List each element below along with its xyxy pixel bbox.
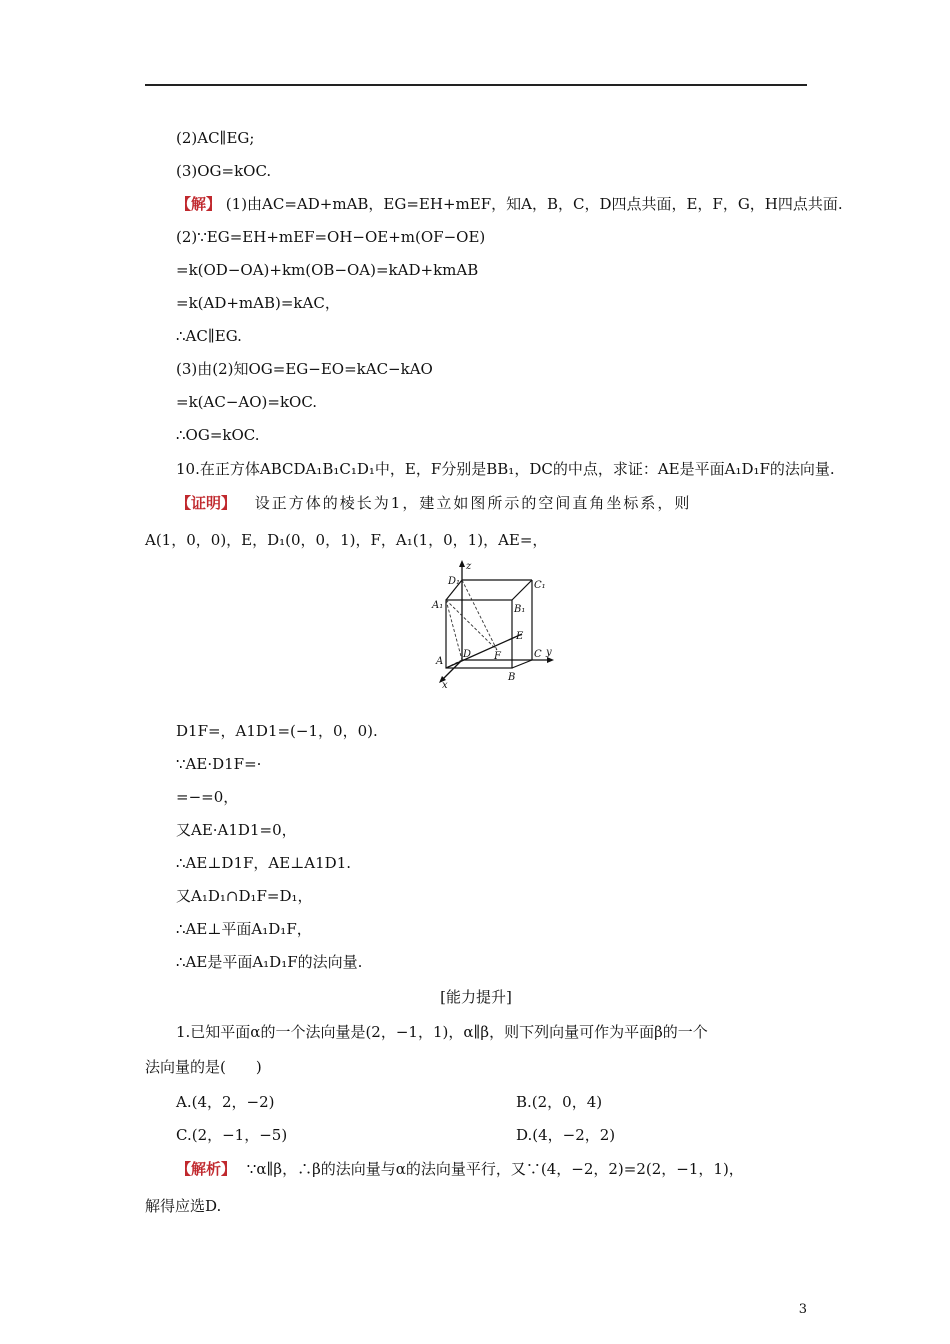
question-1-stem-1: 1.已知平面α的一个法向量是(2，−1，1)，α∥β，则下列向量可作为平面β的一个	[176, 1023, 708, 1041]
page-number: 3	[798, 1302, 807, 1317]
label-z: z	[466, 561, 472, 572]
solution-text: (1)由AC=AD+mAB，EG=EH+mEF，知A，B，C，D四点共面，E，F，G，H四点共面.	[225, 195, 843, 213]
label-f: F	[494, 651, 501, 662]
line-3: (3)OG=kOC.	[176, 162, 272, 180]
solution-line-8: ∴OG=kOC.	[176, 426, 260, 444]
line-2: (2)AC∥EG;	[176, 129, 255, 147]
proof-line-5: =−=0，	[176, 788, 239, 806]
proof-line-4: ∵AE·D1F=·	[176, 755, 262, 773]
question-1-stem-2: 法向量的是( )	[145, 1058, 262, 1076]
option-b: B.(2，0，4)	[516, 1093, 603, 1111]
solution-line-5: ∴AC∥EG.	[176, 327, 242, 345]
label-a1: A₁	[432, 600, 444, 611]
proof-text: 设正方体的棱长为1，建立如图所示的空间直角坐标系，则	[254, 494, 692, 512]
proof-line-1	[176, 493, 691, 513]
header-rule	[145, 84, 807, 86]
cube-diagram	[428, 560, 558, 690]
label-x: x	[442, 680, 448, 690]
proof-line-7: ∴AE⊥D1F，AE⊥A1D1.	[176, 854, 352, 872]
solution-tag: 【解】	[176, 195, 222, 213]
label-c: C	[534, 649, 542, 660]
label-d1: D₁	[448, 576, 461, 587]
label-b1: B₁	[514, 604, 526, 615]
label-d: D	[463, 649, 472, 660]
solution-line-6: (3)由(2)知OG=EG−EO=kAC−kAO	[176, 360, 433, 378]
proof-tag: 【证明】	[176, 494, 237, 512]
option-c: C.(2，−1，−5)	[176, 1126, 288, 1144]
proof-line-3: D1F=，A1D1=(−1，0，0).	[176, 722, 378, 740]
section-title: [能力提升]	[440, 988, 512, 1006]
proof-line-8: 又A₁D₁∩D₁F=D₁，	[176, 887, 313, 905]
solution-line-2: (2)∵EG=EH+mEF=OH−OE+m(OF−OE)	[176, 228, 486, 246]
label-b: B	[508, 672, 516, 683]
option-a: A.(4，2，−2)	[176, 1093, 275, 1111]
analysis-line-1	[176, 1159, 744, 1179]
analysis-text: ∵α∥β，∴β的法向量与α的法向量平行，又∵(4，−2，2)=2(2，−1，1)，	[246, 1160, 744, 1178]
label-c1: C₁	[534, 580, 546, 591]
proof-line-6: 又AE·A1D1=0，	[176, 821, 297, 839]
label-e: E	[516, 631, 524, 642]
solution-line-7: =k(AC−AO)=kOC.	[176, 393, 318, 411]
analysis-tag: 【解析】	[176, 1160, 237, 1178]
solution-line-4: =k(AD+mAB)=kAC，	[176, 294, 340, 312]
question-10: 10.在正方体ABCDA₁B₁C₁D₁中，E，F分别是BB₁，DC的中点，求证：AE是平面A₁D₁F的法向量.	[176, 460, 835, 478]
solution-line-3: =k(OD−OA)+km(OB−OA)=kAD+kmAB	[176, 261, 479, 279]
proof-line-2: A(1，0，0)，E，D₁(0，0，1)，F，A₁(1，0，1)，AE=，	[145, 531, 548, 549]
solution-line-1	[176, 194, 843, 214]
option-d: D.(4，−2，2)	[516, 1126, 616, 1144]
proof-line-9: ∴AE⊥平面A₁D₁F，	[176, 920, 312, 938]
cube-figure	[428, 560, 558, 690]
proof-line-10: ∴AE是平面A₁D₁F的法向量.	[176, 953, 363, 971]
label-y: y	[546, 647, 552, 658]
label-a: A	[436, 656, 444, 667]
analysis-line-2: 解得应选D.	[145, 1197, 222, 1215]
